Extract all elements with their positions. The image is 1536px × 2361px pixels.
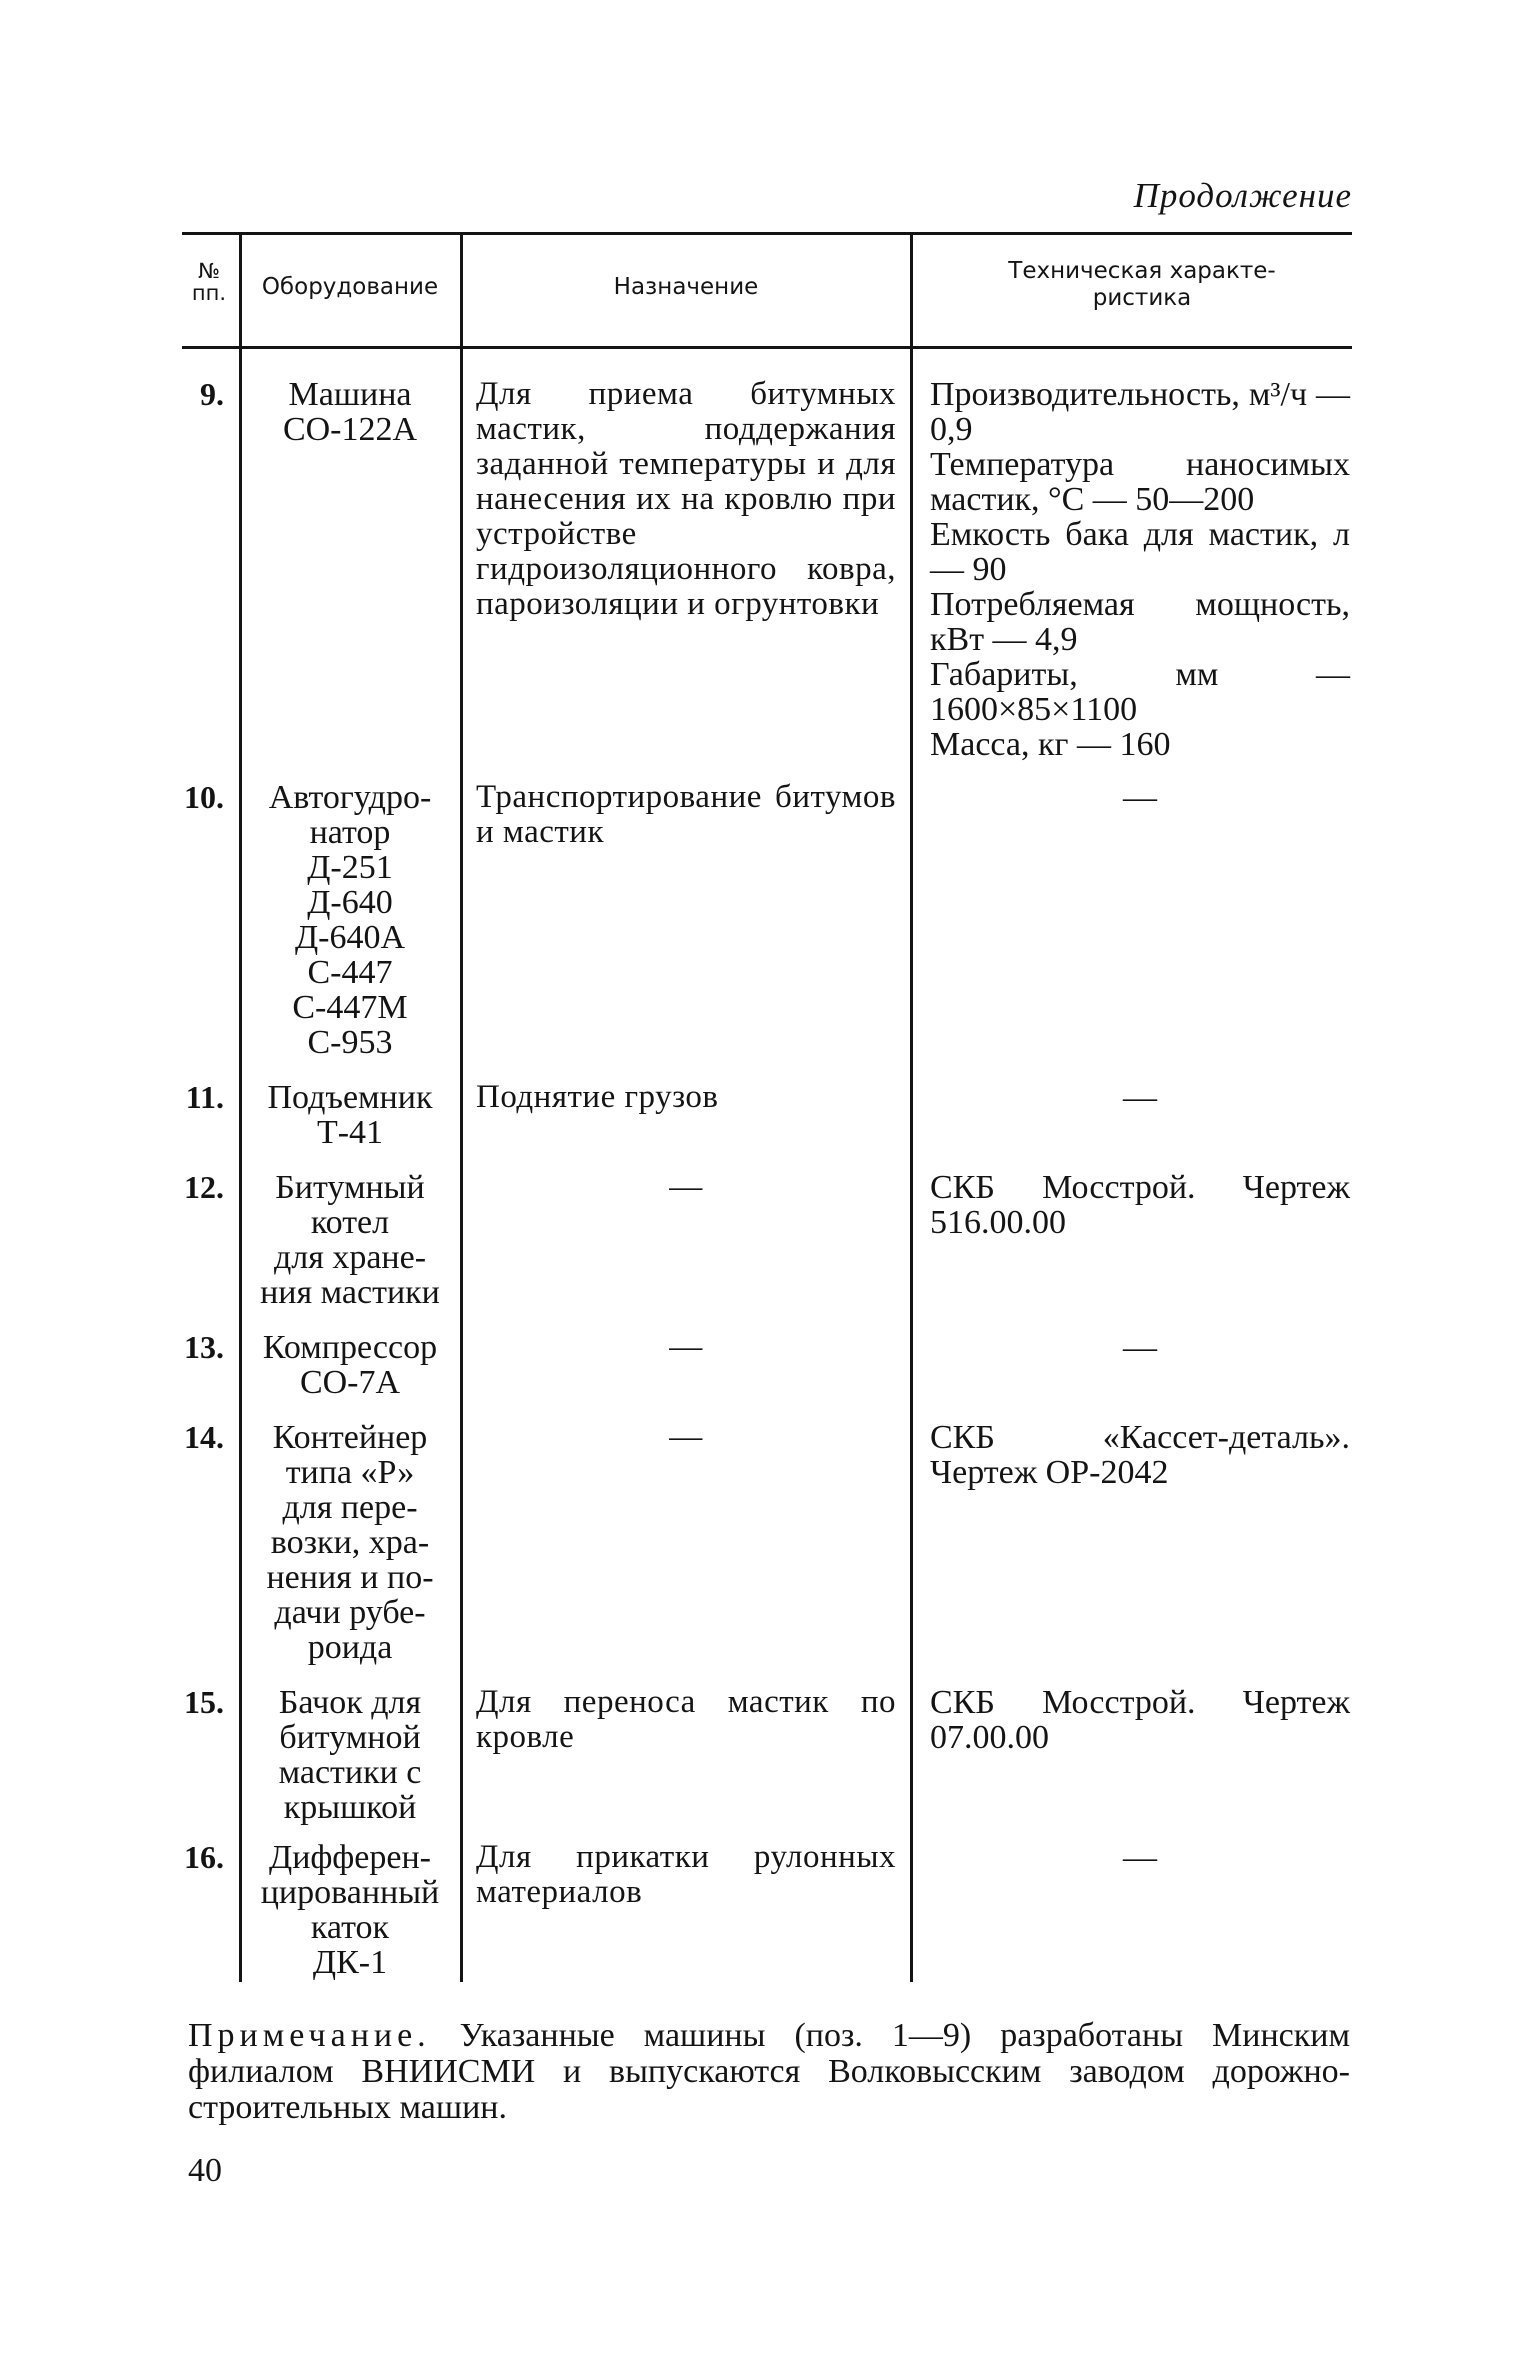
continued-label: Продолжение [1133, 176, 1352, 215]
header-num: № пп. [191, 259, 227, 305]
table-note [188, 2018, 1350, 2126]
tech-line: Емкость бака для мастик, л — 90 [930, 516, 1350, 588]
row-equipment: Битумный котел для хране- ния мастики [260, 1169, 440, 1311]
row-tech [930, 1080, 1350, 1115]
row-equipment: Дифферен- цированный каток ДК-1 [260, 1839, 440, 1981]
row-purpose: Для приема битумных мастик, поддержания заданной температуры и для нанесения их на кровлю при устройстве гидроизоляционного ковра, пароизоляции и огрунтовки [476, 376, 896, 622]
tech-line: Производительность, м³/ч — 0,9 [930, 376, 1350, 448]
header-purpose: Назначение [613, 274, 759, 300]
tech-line: — [1123, 779, 1157, 816]
row-tech [930, 1840, 1350, 1875]
tech-line: Температура наносимых мастик, °С — 50—200 [930, 446, 1350, 518]
row-purpose: — [669, 1169, 703, 1205]
row-number: 14. [184, 1419, 224, 1455]
tech-line: Габариты, мм — 1600×85×1100 [930, 656, 1350, 728]
row-number: 12. [184, 1169, 224, 1205]
row-equipment: Подъемник Т-41 [267, 1079, 433, 1151]
tech-line: — [1123, 1329, 1157, 1366]
row-tech [930, 1685, 1350, 1755]
row-number: 10. [184, 779, 224, 815]
table-top-rule [182, 232, 1352, 235]
header-bottom-rule [182, 346, 1352, 349]
row-purpose: Для переноса мастик по кровле [476, 1684, 896, 1755]
row-tech [930, 780, 1350, 815]
note-label: Примечание. [188, 2017, 431, 2054]
tech-line: СКБ Мосстрой. Чертеж 07.00.00 [930, 1684, 1350, 1756]
row-tech [930, 1170, 1350, 1240]
equipment-table [182, 222, 1352, 1982]
column-rule-3 [910, 232, 913, 1982]
note-text: Указанные машины (поз. 1—9) разработаны Минским филиалом ВНИИСМИ и выпускаются Волковысским заводом дорожно-строительных машин. [188, 2017, 1350, 2126]
row-number: 9. [200, 376, 224, 412]
row-purpose: Транспортирование битумов и мастик [476, 779, 896, 850]
row-purpose: — [669, 1329, 703, 1365]
tech-line: СКБ «Кассет-деталь». Чертеж ОР-2042 [930, 1419, 1350, 1491]
row-purpose: Для прикатки рулонных материалов [476, 1839, 896, 1910]
row-equipment: Автогудро- натор Д-251 Д-640 Д-640А С-447 С-447М С-953 [268, 779, 432, 1061]
row-tech [930, 1330, 1350, 1365]
header-equipment: Оборудование [261, 274, 439, 300]
row-purpose: — [669, 1419, 703, 1455]
row-tech [930, 377, 1350, 762]
page-number: 40 [188, 2152, 222, 2189]
tech-line: Масса, кг — 160 [930, 726, 1171, 763]
tech-line: — [1123, 1079, 1157, 1116]
row-equipment: Бачок для битумной мастики с крышкой [278, 1684, 422, 1826]
row-equipment: Машина СО-122А [282, 376, 418, 448]
row-number: 15. [184, 1684, 224, 1720]
row-purpose: Поднятие грузов [476, 1079, 719, 1115]
tech-line: Потребляемая мощность, кВт — 4,9 [930, 586, 1350, 658]
tech-line: СКБ Мосстрой. Чертеж 516.00.00 [930, 1169, 1350, 1241]
column-rule-2 [460, 232, 463, 1982]
tech-line: — [1123, 1839, 1157, 1876]
row-tech [930, 1420, 1350, 1490]
row-number: 16. [184, 1839, 224, 1875]
header-tech: Техническая характе- ристика [1008, 258, 1276, 311]
row-number: 13. [184, 1329, 224, 1365]
row-equipment: Контейнер типа «Р» для пере- возки, хра- нения и по- дачи рубе- роида [266, 1419, 434, 1666]
row-equipment: Компрессор СО-7А [262, 1329, 438, 1401]
row-number: 11. [185, 1079, 224, 1115]
